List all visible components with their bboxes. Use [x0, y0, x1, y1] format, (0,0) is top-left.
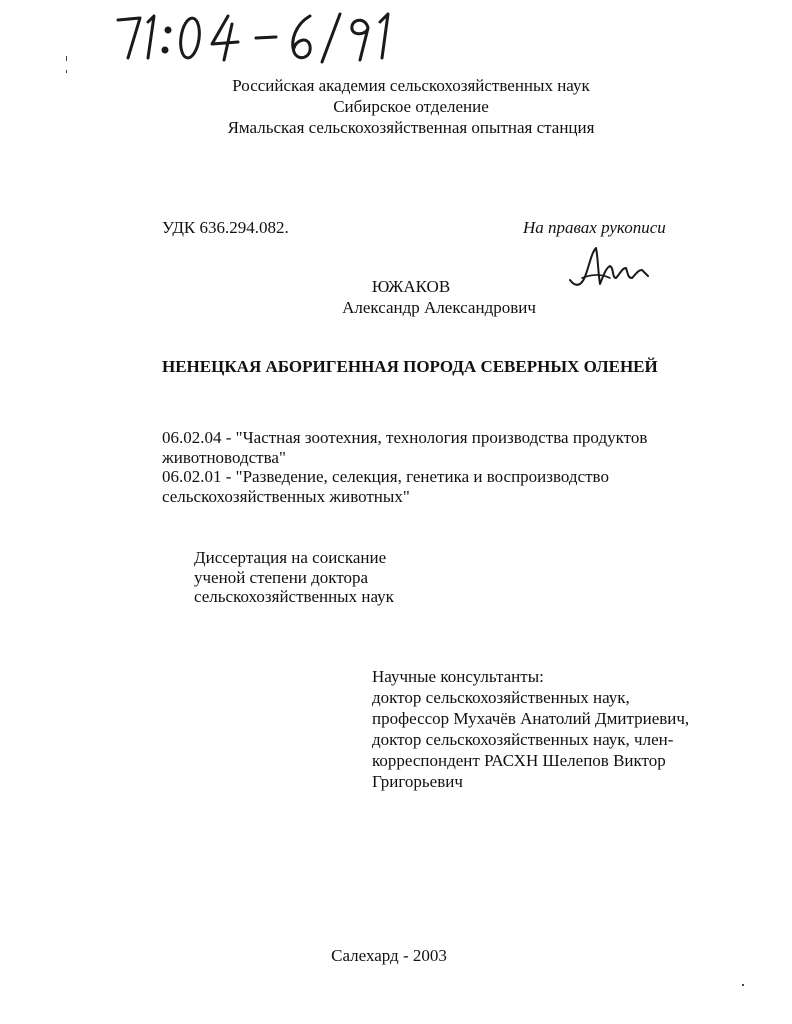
degree-statement — [194, 548, 394, 607]
scan-speck — [66, 70, 67, 73]
author-given-names: Александр Александрович — [342, 298, 536, 317]
organization-line: Ямальская сельскохозяйственная опытная станция — [227, 118, 595, 137]
degree-line: ученой степени доктора — [194, 567, 369, 587]
specialty-line: сельскохозяйственных животных" — [162, 486, 410, 506]
scan-speck — [66, 56, 67, 61]
degree-line: сельскохозяйственных наук — [194, 587, 394, 606]
specialty-line: 06.02.01 - "Разведение, селекция, генетика и воспроизводство — [162, 467, 609, 486]
consultant-line: профессор Мухачёв Анатолий Дмитриевич, — [372, 709, 690, 728]
udc-code: УДК 636.294.082. — [162, 218, 289, 237]
organization-line: Российская академия сельскохозяйственных наук — [232, 76, 590, 95]
handwritten-catalog-code — [110, 6, 410, 68]
place-and-year: Салехард - 2003 — [331, 946, 447, 965]
scan-speck — [742, 984, 744, 986]
specialty-line: животноводства" — [162, 447, 286, 467]
consultant-line: доктор сельскохозяйственных наук, член- — [372, 730, 674, 749]
consultant-line: корреспондент РАСХН Шелепов Виктор — [372, 751, 666, 770]
organization-line: Сибирское отделение — [333, 97, 489, 116]
consultants-heading: Научные консультанты: — [372, 667, 544, 686]
scientific-consultants — [372, 667, 689, 793]
manuscript-rights-note: На правах рукописи — [523, 218, 666, 237]
degree-line: Диссертация на соискание — [194, 548, 387, 567]
consultant-line: Григорьевич — [372, 772, 463, 791]
consultant-line: доктор сельскохозяйственных наук, — [372, 688, 630, 707]
organization-header — [0, 76, 792, 139]
specialty-line: 06.02.04 - "Частная зоотехния, технология производства продуктов — [162, 428, 648, 447]
dissertation-title: НЕНЕЦКАЯ АБОРИГЕННАЯ ПОРОДА СЕВЕРНЫХ ОЛЕНЕЙ — [162, 357, 658, 376]
specialty-codes — [162, 428, 647, 506]
author-surname: ЮЖАКОВ — [371, 277, 451, 296]
